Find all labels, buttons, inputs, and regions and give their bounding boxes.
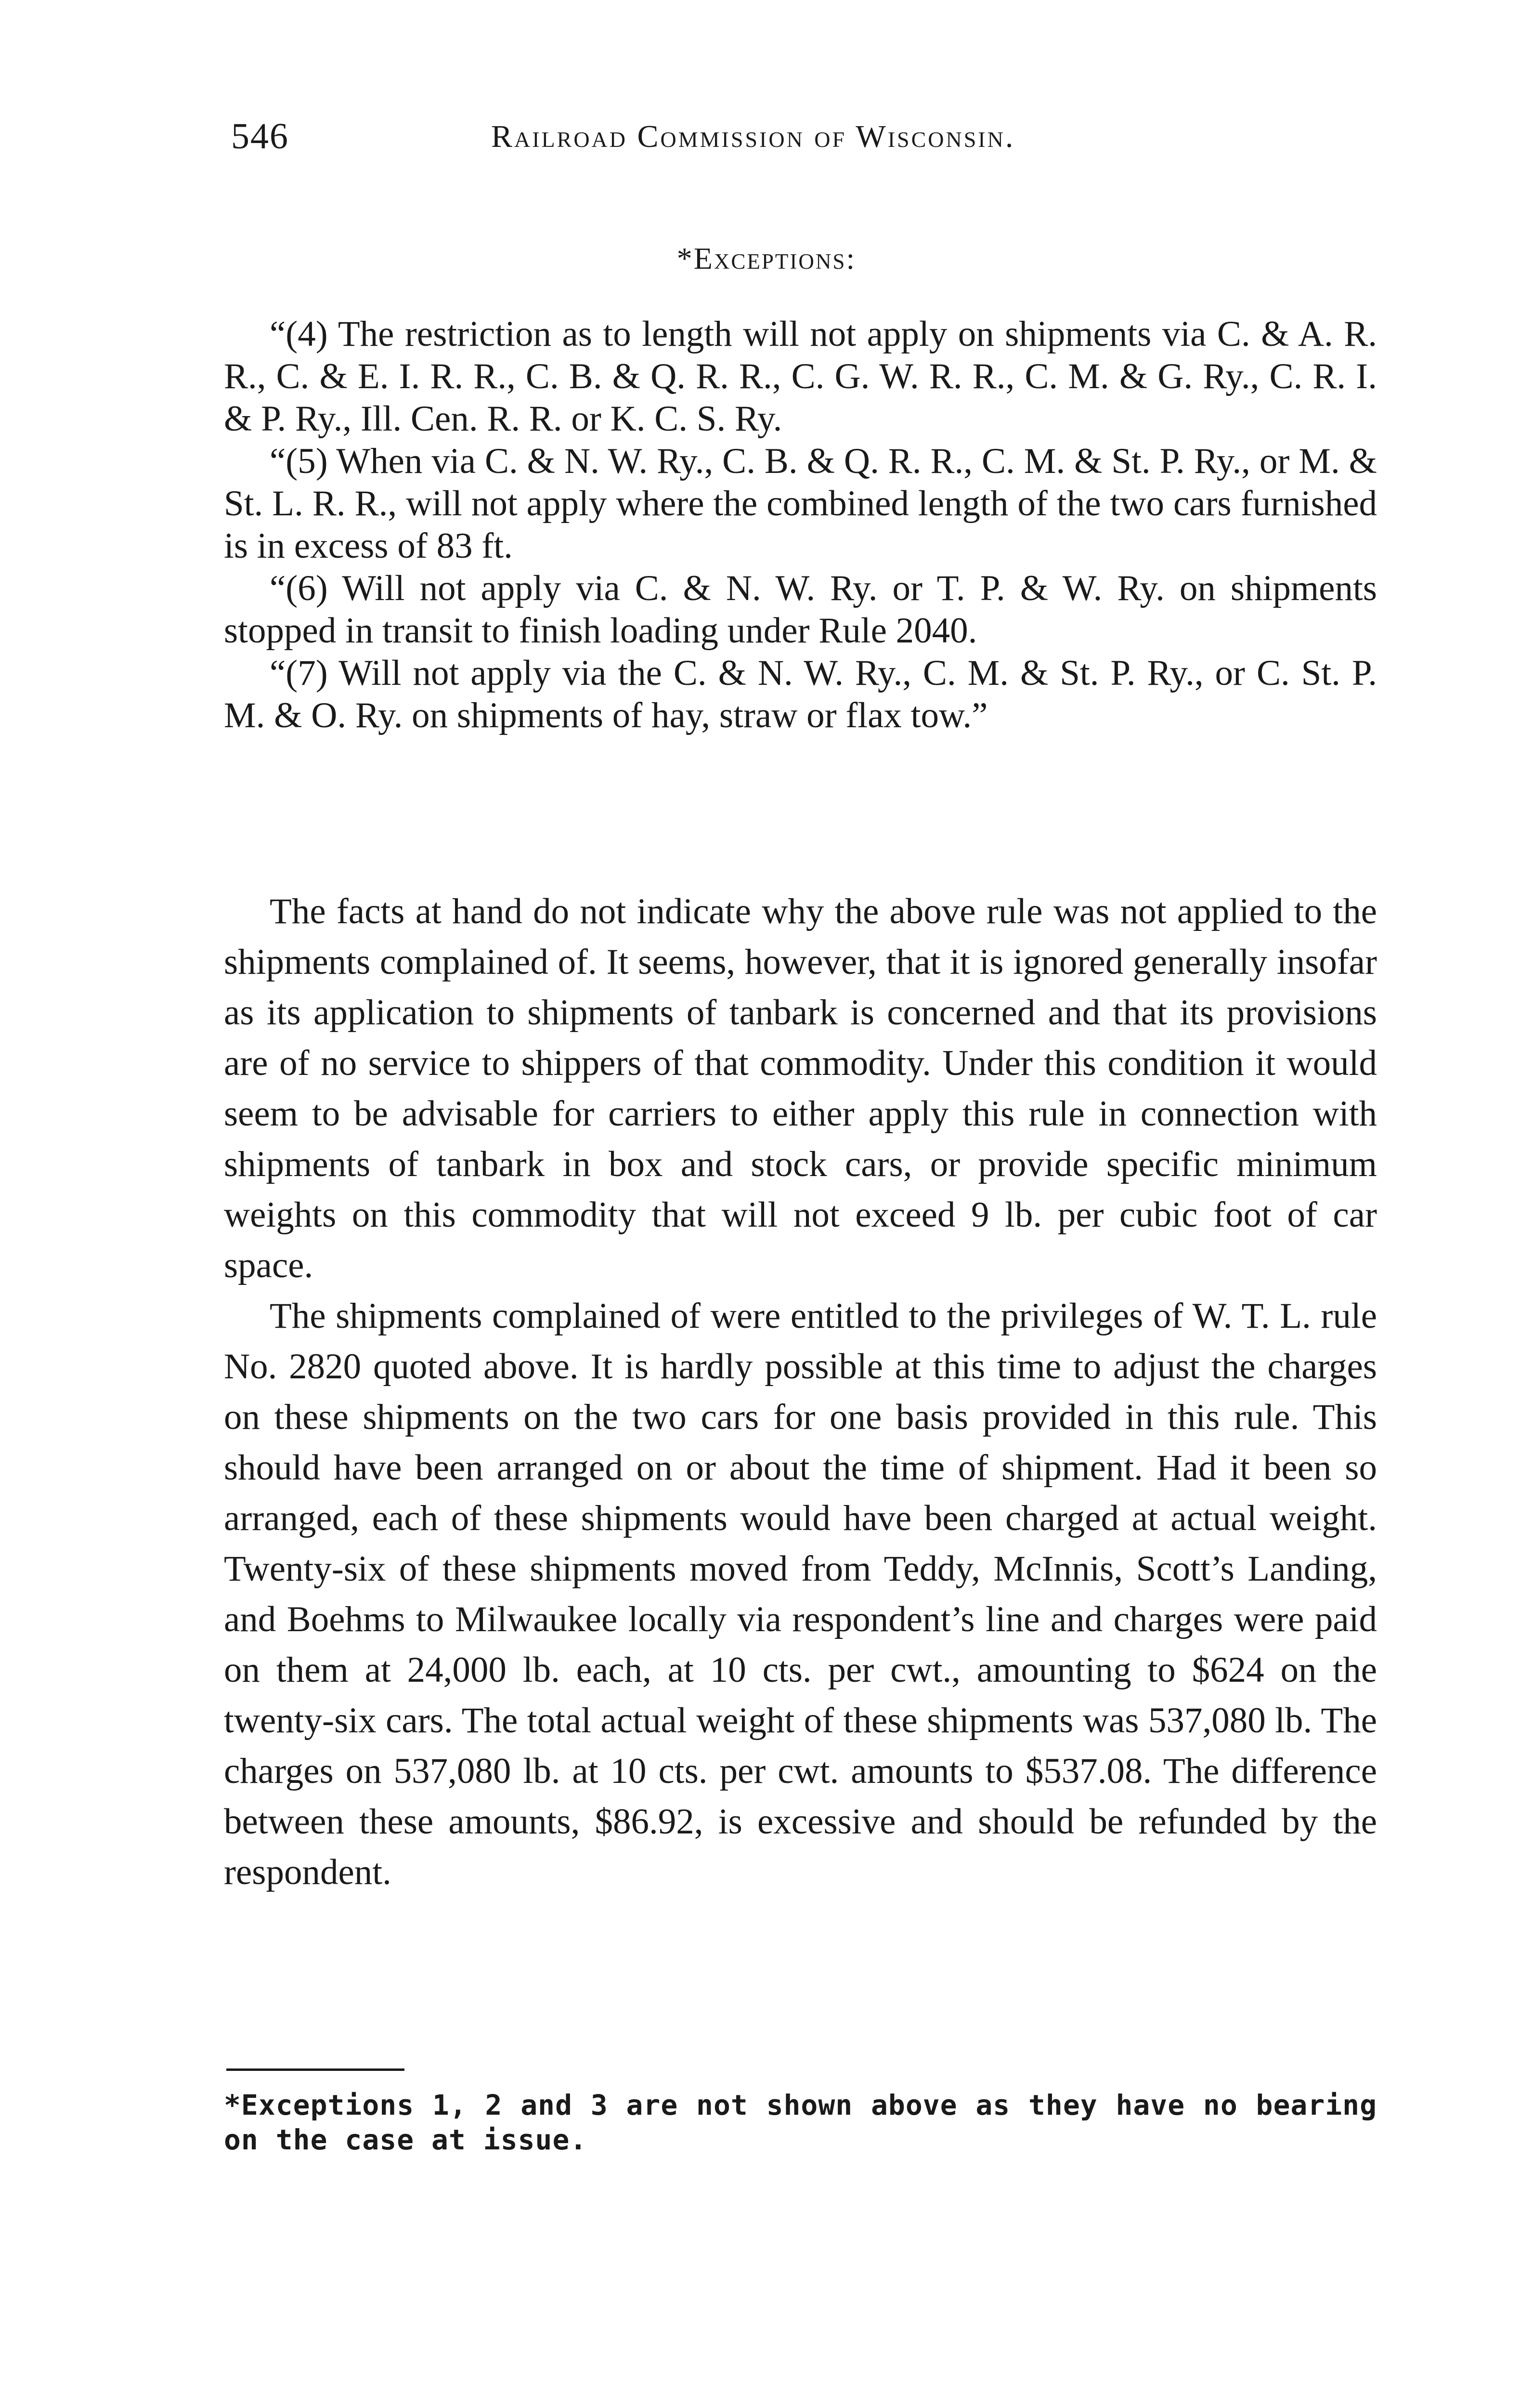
body-text <box>224 886 1377 1898</box>
page-number: 546 <box>231 116 289 157</box>
exceptions-heading: *Exceptions: <box>676 241 857 275</box>
body-paragraph-2: The shipments complained of were entitled to the privileges of W. T. L. rule No. 2820 quoted above. It is hardly possible at this time to adjust the charges on these shipments on the two cars for one basis provided in this rule. This should have been arranged on or about the time of shipment. Had it been so arranged, each of these shipments would have been charged at actual weight. Twenty-six of these shipments moved from Teddy, McInnis, Scott’s Landing, and Boehms to Milwaukee locally via respondent’s line and charges were paid on them at 24,000 lb. each, at 10 cts. per cwt., amounting to $624 on the twenty-six cars. The total actual weight of these shipments was 537,080 lb. The charges on 537,080 lb. at 10 cts. per cwt. amounts to $537.08. The difference between these amounts, $86.92, is excessive and should be refunded by the respondent. <box>224 1296 1377 1892</box>
running-title: Railroad Commission of Wisconsin. <box>491 119 1015 154</box>
exception-item-6: “(6) Will not apply via C. & N. W. Ry. or T. P. & W. Ry. on shipments stopped in transit to finish loading under Rule 2040. <box>224 568 1377 651</box>
page-header <box>231 116 1377 164</box>
body-paragraph-1: The facts at hand do not indicate why the above rule was not applied to the shipments complained of. It seems, however, that it is ignored generally insofar as its application to shipments of tanbark is concerned and that its provisions are of no service to shippers of that commodity. Under this condition it would seem to be advisable for carriers to either apply this rule in connection with shipments of tanbark in box and stock cars, or provide specific minimum weights on this commodity that will not exceed 9 lb. per cubic foot of car space. <box>224 891 1377 1285</box>
exception-item-7: “(7) Will not apply via the C. & N. W. Ry., C. M. & St. P. Ry., or C. St. P. M. & O. Ry. on shipments of hay, straw or flax tow.” <box>224 653 1377 735</box>
footnote: *Exceptions 1, 2 and 3 are not shown above as they have no bearing on the case at issue. <box>224 2089 1377 2156</box>
footnote-divider <box>226 2068 404 2071</box>
exception-item-5: “(5) When via C. & N. W. Ry., C. B. & Q. R. R., C. M. & St. P. Ry., or M. & St. L. R. R., will not apply where the combined length of the two cars furnished is in excess of 83 ft. <box>224 441 1377 566</box>
exception-item-4: “(4) The restriction as to length will not apply on shipments via C. & A. R. R., C. & E. I. R. R., C. B. & Q. R. R., C. G. W. R. R., C. M. & G. Ry., C. R. I. & P. Ry., Ill. Cen. R. R. or K. C. S. Ry. <box>224 314 1377 439</box>
exceptions-list <box>224 313 1377 737</box>
